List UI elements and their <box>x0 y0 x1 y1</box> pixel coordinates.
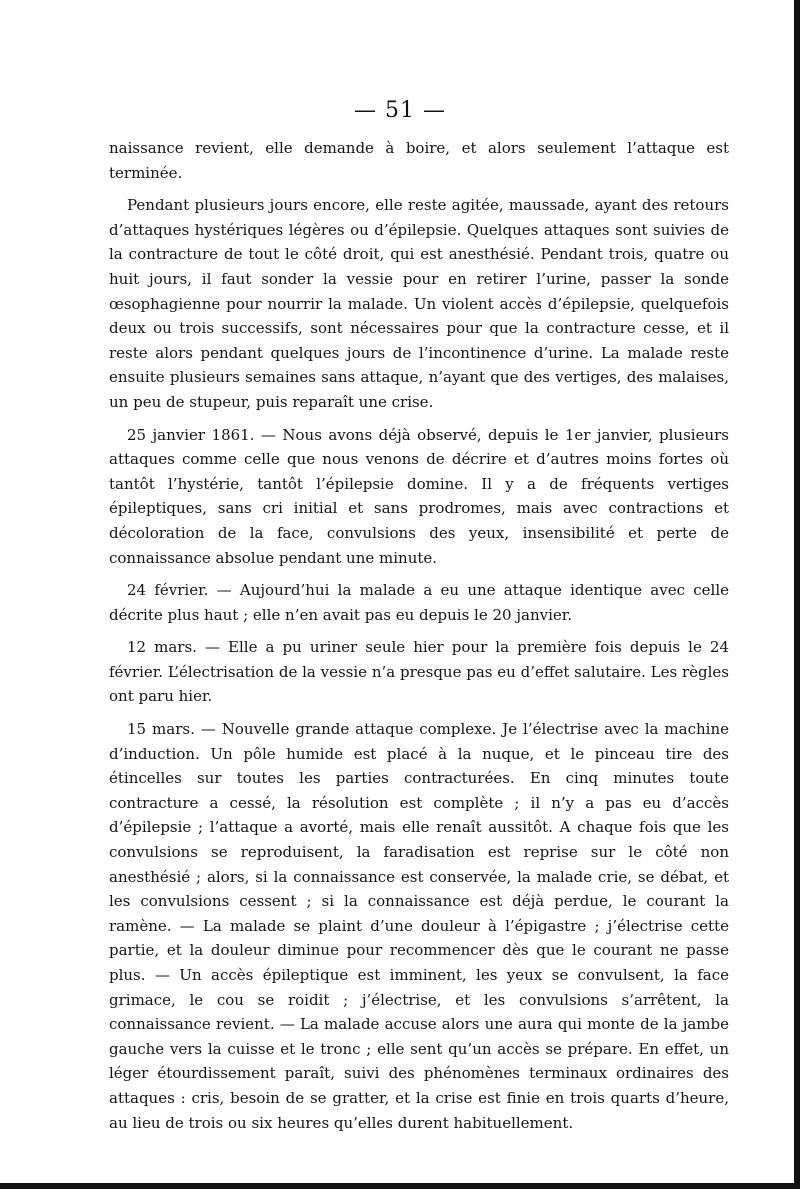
paragraph-15-mars: 15 mars. — Nouvelle grande attaque complexe. Je l’électrise avec la machine d’induction. Un pôle humide est placé à la nuque, et le pinceau tire des étincelles sur toutes les parties contracturées. En cinq minutes toute contracture a cessé, la résolution est complète ; il n’y a pas eu d’accès d’épilepsie ; l’attaque a avorté, mais elle renaît aussitôt. A chaque fois que les convulsions se reproduisent, la faradisation est reprise sur le côté non anesthésié ; alors, si la connaissance est conservée, la malade crie, se débat, et les convulsions cessent ; si la connaissance est déjà perdue, le courant la ramène. — La malade se plaint d’une douleur à l’épigastre ; j’électrise cette partie, et la douleur diminue pour recommencer dès que le courant ne passe plus. — Un accès épileptique est imminent, les yeux se convulsent, la face grimace, le cou se roidit ; j’électrise, et les convulsions s’arrêtent, la connaissance revient. — La malade accuse alors une aura qui monte de la jambe gauche vers la cuisse et le tronc ; elle sent qu’un accès se prépare. En effet, un léger étourdissement paraît, suivi des phénomènes terminaux ordinaires des attaques : cris, besoin de se gratter, et la crise est finie en trois quarts d’heure, au lieu de trois ou six heures qu’elles durent habituellement. <box>109 720 729 1132</box>
paragraph: Pendant plusieurs jours encore, elle reste agitée, maussade, ayant des retours d’attaques hystériques légères ou d’épilepsie. Quelques attaques sont suivies de la contracture de tout le côté droit, qui est anesthésié. Pendant trois, quatre ou huit jours, il faut sonder la vessie pour en retirer l’urine, passer la sonde œsophagienne pour nourrir la malade. Un violent accès d’épilepsie, quelquefois deux ou trois successifs, sont nécessaires pour que la contracture cesse, et il reste alors pendant quelques jours de l’incontinence d’urine. La malade reste ensuite plusieurs semaines sans attaque, n’ayant que des vertiges, des malaises, un peu de stupeur, puis reparaît une crise. <box>109 196 729 411</box>
scan-edge-bottom <box>0 1183 800 1189</box>
paragraph-12-mars: 12 mars. — Elle a pu uriner seule hier pour la première fois depuis le 24 février. L’électrisation de la vessie n’a presque pas eu d’effet salutaire. Les règles ont paru hier. <box>109 638 729 706</box>
paragraph-25-janvier: 25 janvier 1861. — Nous avons déjà observé, depuis le 1er janvier, plusieurs attaques comme celle que nous venons de décrire et d’autres moins fortes où tantôt l’hystérie, tantôt l’épilepsie domine. Il y a de fréquents vertiges épileptiques, sans cri initial et sans prodromes, mais avec contractions et décoloration de la face, convulsions des yeux, insensibilité et perte de connaissance absolue pendant une minute. <box>109 425 729 567</box>
scan-edge-right <box>794 0 800 1189</box>
paragraph-24-fevrier: 24 février. — Aujourd’hui la malade a eu une attaque identique avec celle décrite plus haut ; elle n’en avait pas eu depuis le 20 janvier. <box>109 581 729 624</box>
page-number: — 51 — <box>354 98 446 123</box>
paragraph-continued: naissance revient, elle demande à boire, et alors seulement l’attaque est terminée. <box>109 139 729 182</box>
text-body <box>109 136 729 1143</box>
